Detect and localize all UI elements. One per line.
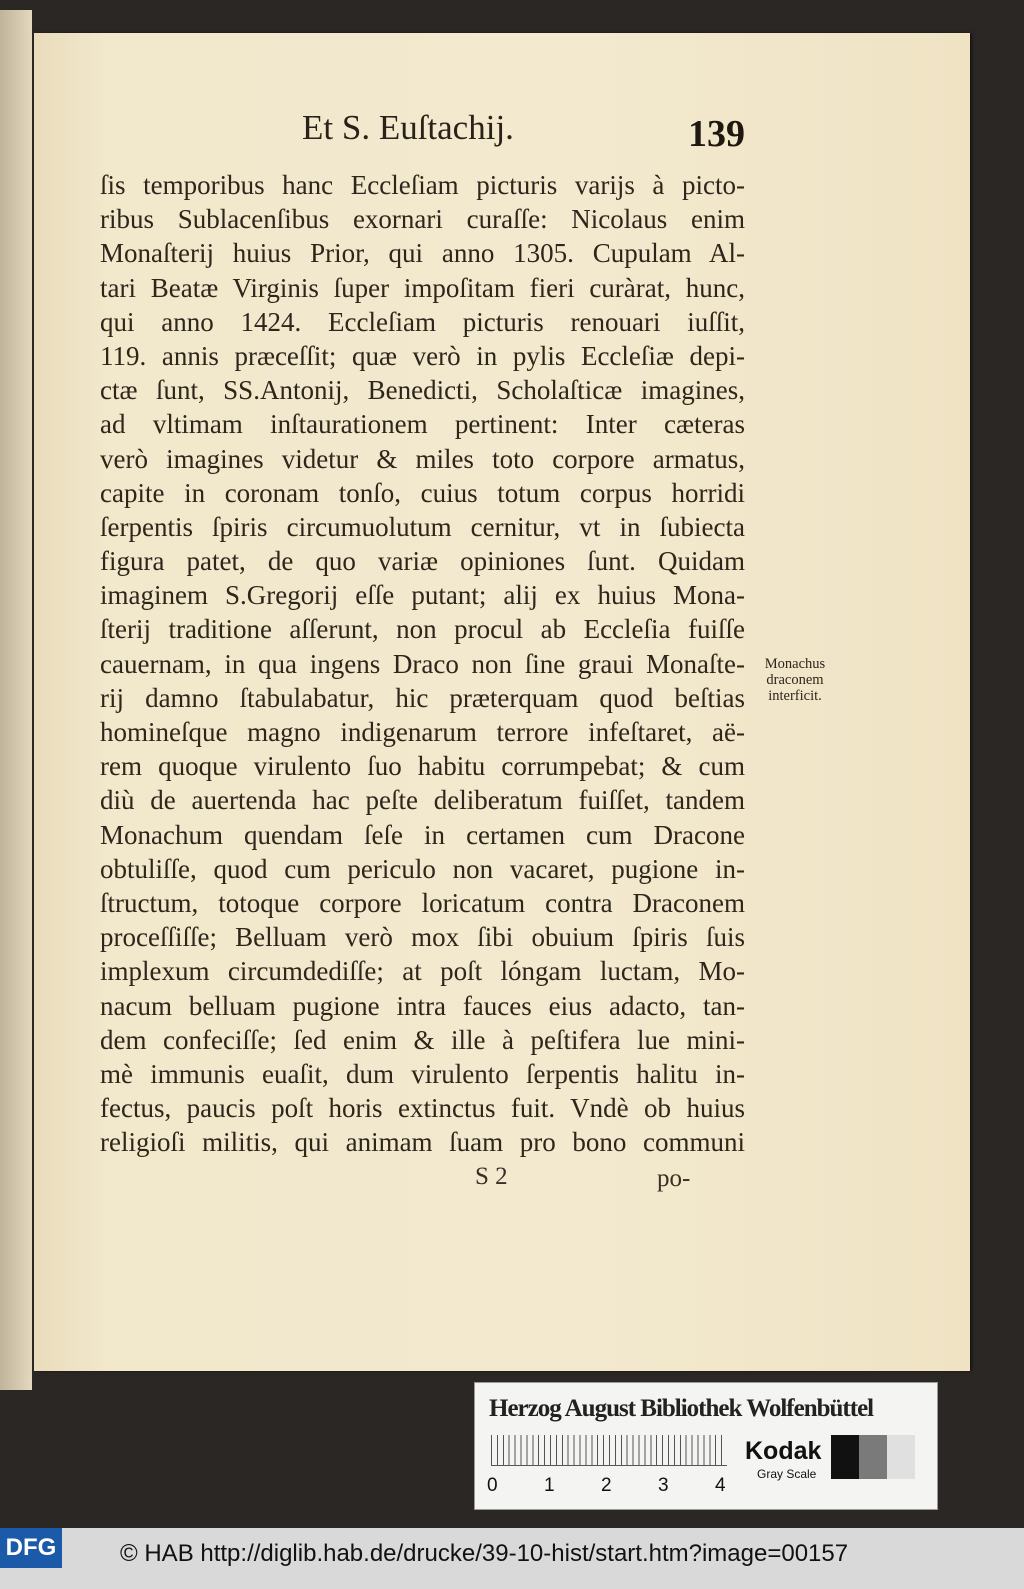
text-line: ſerpentis ſpiris circumuolutum cernitur, vt in ſubiecta <box>100 511 745 542</box>
gray-swatch <box>831 1435 859 1479</box>
scale-number: 0 <box>487 1475 498 1496</box>
text-line: 119. annis præceſſit; quæ verò in pylis Eccleſiæ depi- <box>100 340 745 371</box>
text-line: Monachum quendam ſeſe in certamen cum Dracone <box>100 819 745 850</box>
marginal-note <box>750 656 840 704</box>
credit-link[interactable]: © HAB http://diglib.hab.de/drucke/39-10-hist/start.htm?image=00157 <box>120 1540 849 1567</box>
gray-scale-label: Gray Scale <box>757 1467 817 1481</box>
text-line: religioſi militis, qui animam ſuam pro bono communi <box>100 1127 745 1158</box>
text-line: ctæ ſunt, SS.Antonij, Benedicti, Scholaſticæ imagines, <box>100 375 745 406</box>
card-title: Herzog August Bibliothek Wolfenbüttel <box>489 1395 874 1422</box>
text-line: figura patet, de quo variæ opiniones ſunt. Quidam <box>100 546 745 577</box>
text-line: homineſque magno indigenarum terrore infeſtaret, aë- <box>100 717 745 747</box>
gray-swatch <box>859 1435 887 1479</box>
text-line: ribus Sublacenſibus exornari curaſſe: Nicolaus enim <box>100 204 745 235</box>
page-body-text <box>100 168 745 1159</box>
running-head: Et S. Euſtachij. <box>302 108 514 147</box>
dfg-logo: DFG <box>0 1528 62 1568</box>
text-line: dem confeciſſe; ſed enim & ille à peſtifera lue mini- <box>100 1024 745 1055</box>
text-line: tari Beatæ Virginis ſuper impoſitam fieri curàrat, hunc, <box>100 272 745 303</box>
text-line: rij damno ſtabulabatur, hic præterquam quod beſtias <box>100 682 745 713</box>
marginal-note-line: Monachus <box>764 656 826 672</box>
gray-swatch <box>887 1435 915 1479</box>
footer-bar <box>0 1528 1024 1589</box>
text-line: ad vltimam inſtaurationem pertinent: Inter cæteras <box>100 409 745 440</box>
text-line: ſtructum, totoque corpore loricatum contra Draconem <box>100 887 745 918</box>
text-line: imaginem S.Gregorij eſſe putant; alij ex huius Mona- <box>100 580 745 611</box>
ruler-scale <box>491 1435 727 1466</box>
text-line: proceſſiſſe; Belluam verò mox ſibi obuium ſpiris ſuis <box>100 922 745 953</box>
scale-number: 3 <box>658 1475 669 1496</box>
text-line: mè immunis euaſit, dum virulento ſerpentis halitu in- <box>100 1058 745 1089</box>
text-line: cauernam, in qua ingens Draco non ſine graui Monaſte- <box>100 648 745 679</box>
catchword: po- <box>657 1165 691 1192</box>
signature-mark: S 2 <box>475 1163 508 1190</box>
text-line: obtuliſſe, quod cum periculo non vacaret, pugione in- <box>100 853 745 884</box>
page-number: 139 <box>688 113 745 155</box>
text-line: diù de auertenda hac peſte deliberatum fuiſſet, tandem <box>100 785 745 816</box>
text-line: ſis temporibus hanc Eccleſiam picturis varijs à picto- <box>100 170 745 200</box>
facing-page-edge <box>0 10 32 1390</box>
text-line: nacum belluam pugione intra fauces eius adacto, tan- <box>100 990 745 1021</box>
text-line: rem quoque virulento ſuo habitu corrumpebat; & cum <box>100 751 745 782</box>
text-line: Monaſterij huius Prior, qui anno 1305. Cupulam Al- <box>100 238 745 269</box>
text-line: qui anno 1424. Eccleſiam picturis renouari iuſſit, <box>100 306 745 337</box>
text-line: implexum circumdediſſe; at poſt lóngam luctam, Mo- <box>100 956 745 987</box>
marginal-note-line: draconem <box>766 672 824 688</box>
scale-number: 4 <box>715 1475 726 1496</box>
text-line: fectus, paucis poſt horis extinctus fuit. Vndè ob huius <box>100 1093 745 1124</box>
color-calibration-card <box>474 1382 938 1510</box>
text-line: verò imagines videtur & miles toto corpore armatus, <box>100 443 745 474</box>
marginal-note-line: interficit. <box>768 688 822 704</box>
kodak-logo: Kodak <box>745 1437 822 1465</box>
scale-number: 2 <box>601 1475 612 1496</box>
scale-number: 1 <box>544 1475 555 1496</box>
text-line: ſterij traditione aſſerunt, non procul ab Eccleſia fuiſſe <box>100 614 745 645</box>
text-line: capite in coronam tonſo, cuius totum corpus horridi <box>100 477 745 508</box>
